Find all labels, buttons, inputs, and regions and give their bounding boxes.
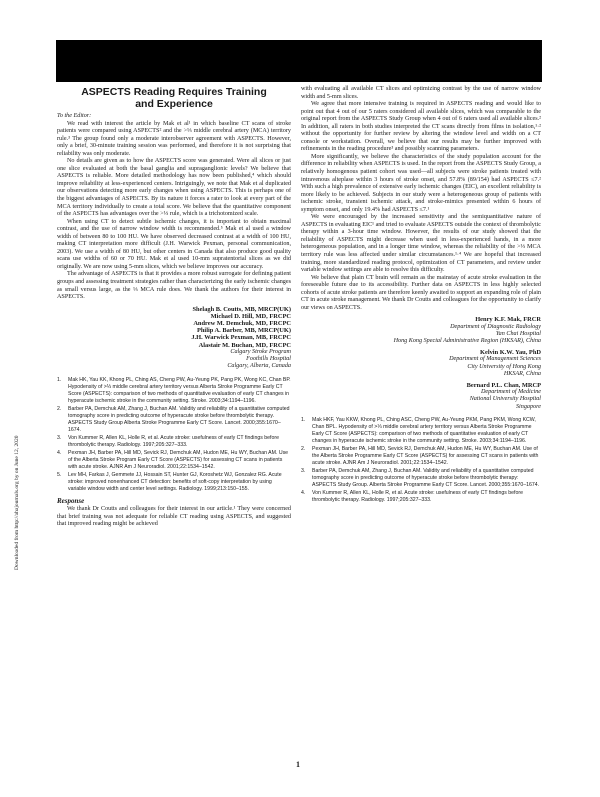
- title-line-1: ASPECTS Reading Requires Training: [81, 86, 267, 98]
- download-note: Downloaded from http://ahajournals.org by on June 12, 2020: [14, 435, 20, 570]
- reference-list: [57, 377, 291, 493]
- response-paragraph: We thank Dr Coutts and colleagues for their interest in our article.¹ They were concerned that brief training was not adequate for reliable CT reading using ASPECTS, and suggested that improved reading might be achieved: [57, 506, 291, 528]
- author-name: Alastair M. Buchan, MD, FRCPC: [198, 341, 291, 349]
- author-name: Philip A. Barber, MB, MRCP(UK): [196, 327, 291, 335]
- reference-item: [301, 490, 541, 504]
- author-affiliation: Foothills Hospital: [246, 356, 291, 363]
- author-affiliation: Hong Kong Special Administrative Region (HKSAR), China: [393, 338, 541, 345]
- author-affiliation: Calgary Stroke Program: [230, 348, 291, 355]
- author-name: Kelvin K.W. Yau, PhD: [480, 349, 541, 357]
- reference-text: Lev MH, Farkas J, Gemmete JJ, Hossain ST, Hunter GJ, Koroshetz WJ, Gonzalez RG. Acute stroke: improved nonenhanced CT detection: benefits of soft-copy interpretation by using variable window width and center level settings. Radiology. 1999;213:150–155.: [68, 471, 282, 492]
- reference-text: Pexman JH, Barber PA, Hill MD, Sevick RJ, Demchuk AM, Hudon ME, Hu WY, Buchan AM. Use of the Alberta Stroke Programme Early CT Score (ASPECTS) for assessing CT scans in patients with acute stroke. AJNR Am J Neuroradiol. 2001;22:1534–1542.: [312, 445, 539, 466]
- reply-signature-block: [301, 349, 541, 378]
- author-name: Bernard P.L. Chan, MRCP: [466, 382, 541, 390]
- reference-number: 5.: [57, 471, 62, 478]
- response-paragraph: We were encouraged by the increased sensitivity and the semiquantitative nature of ASPECTS in evaluating EIC¹ and tried to evaluate ASPECTS outside the context of thrombolytic therapy within a 3-hour time window. However, the results of our study showed that the reliability of ASPECTS might decrease when used in less-experienced hands, in a more heterogeneous population, and in a longer time window, whereas the reliability of the >⅓ MCA territory rule was less affected under similar circumstances.¹·⁴ We are hopeful that increased training, more standardized reading protocol, optimization of CT parameters, and review under variable window settings are able to resolve this difficulty.: [301, 214, 541, 274]
- author-affiliation: Calgary, Alberta, Canada: [227, 363, 291, 370]
- page-number: 1: [296, 760, 300, 769]
- author-name: Henry K.F. Mak, FRCR: [475, 316, 541, 324]
- letter-paragraph: The advantage of ASPECTS is that it provides a more robust surrogate for defining patient groups and assessing treatment strategies rather than characterizing the early ischemic changes as small versus large, as the ⅓ MCA rule does. We thank the authors for their interest in ASPECTS.: [57, 271, 291, 301]
- reference-text: Von Kummer R, Allen KL, Holle R, et al. Acute stroke: usefulness of early CT findings before thrombolytic therapy. Radiology. 1997;205:327–333.: [312, 489, 523, 503]
- reference-item: [57, 406, 291, 434]
- salutation: To the Editor:: [57, 113, 92, 119]
- reference-text: Mak HK, Yau KK, Khong PL, Ching AS, Cheng PW, Au-Yeung PK, Pang PK, Wong KC, Chan BP. Hypodensity of >⅓ middle cerebral artery territory versus Alberta Stroke Programme Early CT Score (ASPECTS): comparison of two methods of quantitative evaluation of early CT changes in hyperacute ischemic stroke in the community setting. Stroke. 2003;34:1194–1196.: [68, 376, 291, 404]
- reference-number: 4.: [301, 489, 306, 496]
- author-affiliation: City University of Hong Kong: [467, 363, 541, 370]
- reference-number: 1.: [301, 416, 306, 423]
- response-paragraph: We agree that more intensive training is required in ASPECTS reading and would like to point out that 4 out of our 5 raters considered all available slices, which was comparable to the original report from the ASPECTS Study Group when 4 out of 6 raters used all available slices.² In addition, all raters in both studies interpreted the CT scans directly from films in isolation,¹·² without the opportunity for further review by altering the window level and width on a CT console or workstation. Overall, we believe that our results may be further improved with refinements in the reading procedure³ and possibly scanning parameters.: [301, 101, 541, 153]
- reference-item: [57, 435, 291, 449]
- reference-text: Von Kummer R, Allen KL, Holle R, et al. Acute stroke: usefulness of early CT findings before thrombolytic therapy. Radiology. 1997;205:327–333.: [68, 434, 279, 448]
- reference-text: Barber PA, Demchuk AM, Zhang J, Buchan AM. Validity and reliability of a quantitative computed tomography score in predicting outcome of hyperacute stroke before thrombolytic therapy: ASPECTS Study Group. Alberta Stroke Programme Early CT Score. Lancet. 2000;355:1670–1674.: [312, 467, 540, 488]
- letter-paragraph: No details are given as to how the ASPECTS score was generated. Were all slices or just one slice evaluated at both the basal ganglia and supraganglionic levels? We believe that ASPECTS is reliable. More detailed methodology has now been published,⁴ which should improve reliability at less-experienced centers. Intriguingly, we note that Mak et al duplicated our observations detecting more early changes when using ASPECTS. This is perhaps one of the biggest advantages of ASPECTS. By its nature it forces a rater to look at every part of the MCA territory individually to create a total score. We believe that the quantitative component of the ASPECTS has advantages over the >⅓ rule, which is a trichotomized scale.: [57, 158, 291, 218]
- reference-number: 2.: [301, 445, 306, 452]
- letter-paragraph: When using CT to detect subtle ischemic changes, it is important to obtain maximal contrast, and the use of narrow window width is recommended.⁵ Mak et al used a window width of between 80 to 100 HU. We have observed decreased contrast at a width of 100 HU, making CT interpretation more difficult (J.H. Warwick Pexman, personal communication, 2003). We use a width of 80 HU, but other centers in Canada that also produce good quality scans use widths of 60 or 70 HU. Mak et al used 10-mm supratentorial slices as we did originally. We are now using 5-mm slices, which we believe improves our accuracy.: [57, 218, 291, 270]
- reference-item: [57, 450, 291, 471]
- header-banner: [56, 40, 542, 82]
- author-signature-block: [57, 306, 291, 371]
- author-affiliation: Department of Management Sciences: [449, 356, 541, 363]
- response-paragraph: More significantly, we believe the characteristics of the study population account for the difference in reliability when ASPECTS is used. In the report from the ASPECTS Study Group, a relatively homogenous patient cohort was used—all subjects were stroke patients treated with intravenous alteplase within 3 hours of stroke onset, and 57.8% (89/154) had ASPECTS ≤7.² With such a high prevalence of extensive early ischemic changes (EIC), an excellent reliability is more likely to be achieved. Subjects in our study were a heterogeneous group of patients with ischemic stroke, transient ischemic attack, and stroke-mimics presented within 6 hours of symptom onset, and only 19.4% had ASPECTS ≤7.¹: [301, 153, 541, 213]
- reply-signature-block: [301, 316, 541, 345]
- author-name: Andrew M. Demchuk, MD, FRCPC: [193, 320, 291, 328]
- author-affiliation: HKSAR, China: [503, 370, 541, 377]
- author-affiliation: National University Hospital: [469, 396, 541, 403]
- reference-list: [301, 417, 541, 504]
- letter-paragraph: We read with interest the article by Mak et al¹ in which baseline CT scans of stroke patients were compared using ASPECTS² and the >⅓ middle cerebral artery (MCA) territory rule.³ The group found only a moderate interobserver agreement with ASPECTS. However, only a brief, 30-minute training session was performed, and therefore it is not surprising that reliability was only moderate.: [57, 120, 291, 157]
- response-paragraph: with evaluating all available CT slices and optimizing contrast by the use of narrow window width and 5-mm slices.: [301, 86, 541, 100]
- title-line-2: and Experience: [135, 98, 213, 110]
- reference-text: Pexman JH, Barber PA, Hill MD, Sevick RJ, Demchuk AM, Hudon ME, Hu WY, Buchan AM. Use of the Alberta Stroke Program Early CT Score (ASPECTS) for assessing CT scans in patients with acute stroke. AJNR Am J Neuroradiol. 2001;22:1534–1542.: [68, 449, 289, 470]
- author-name: J.H. Warwick Pexman, MB, FRCPC: [191, 334, 291, 342]
- reference-item: [301, 446, 541, 467]
- response-heading: Response: [57, 496, 85, 505]
- reference-item: [57, 472, 291, 493]
- reference-number: 2.: [57, 405, 62, 412]
- reference-number: 3.: [301, 467, 306, 474]
- author-affiliation: Yan Chai Hospital: [495, 330, 541, 337]
- reply-signature-block: [301, 382, 541, 411]
- author-affiliation: Singapore: [515, 403, 541, 410]
- reference-text: Mak HKF, Yau KKW, Khong PL, Ching ASC, Cheng PW, Au-Yeung PKM, Pang PKM, Wong KCW, Chan BPL. Hypodensity of >⅓ middle cerebral artery territory versus Alberta Stroke Programme Early CT Score (ASPECTS): comparison of two methods of quantitative evaluation of early CT changes in hyperacute ischemic stroke in the community setting. Stroke. 2003;34:1194–1196.: [312, 416, 536, 444]
- response-paragraph: We believe that plain CT brain will remain as the mainstay of acute stroke evaluation in the foreseeable future due to its accessibility. Further data on ASPECTS in less highly selected cohorts of acute stroke patients are therefore keenly awaited to support an expanding role of plain CT in acute stroke management. We thank Dr Coutts and colleagues for the opportunity to clarify our views on ASPECTS.: [301, 274, 541, 311]
- article-title: [57, 86, 291, 110]
- author-name: Michael D. Hill, MD, FRCPC: [210, 312, 291, 320]
- author-affiliation: Department of Medicine: [480, 389, 541, 396]
- left-column: [57, 86, 291, 529]
- reference-number: 3.: [57, 434, 62, 441]
- author-affiliation: Department of Diagnostic Radiology: [450, 323, 541, 330]
- right-column: [301, 86, 541, 505]
- reference-number: 1.: [57, 376, 62, 383]
- reference-item: [301, 417, 541, 445]
- reference-item: [57, 377, 291, 405]
- reference-item: [301, 468, 541, 489]
- author-name: Shelagh B. Coutts, MB, MRCP(UK): [192, 305, 291, 313]
- reference-text: Barber PA, Demchuk AM, Zhang J, Buchan AM. Validity and reliability of a quantitative computed tomography score in predicting outcome of hyperacute stroke before thrombolytic therapy. ASPECTS Study Group Alberta Stroke Programme Early CT Score. Lancet. 2000;355:1670–1674.: [68, 405, 290, 433]
- reference-number: 4.: [57, 449, 62, 456]
